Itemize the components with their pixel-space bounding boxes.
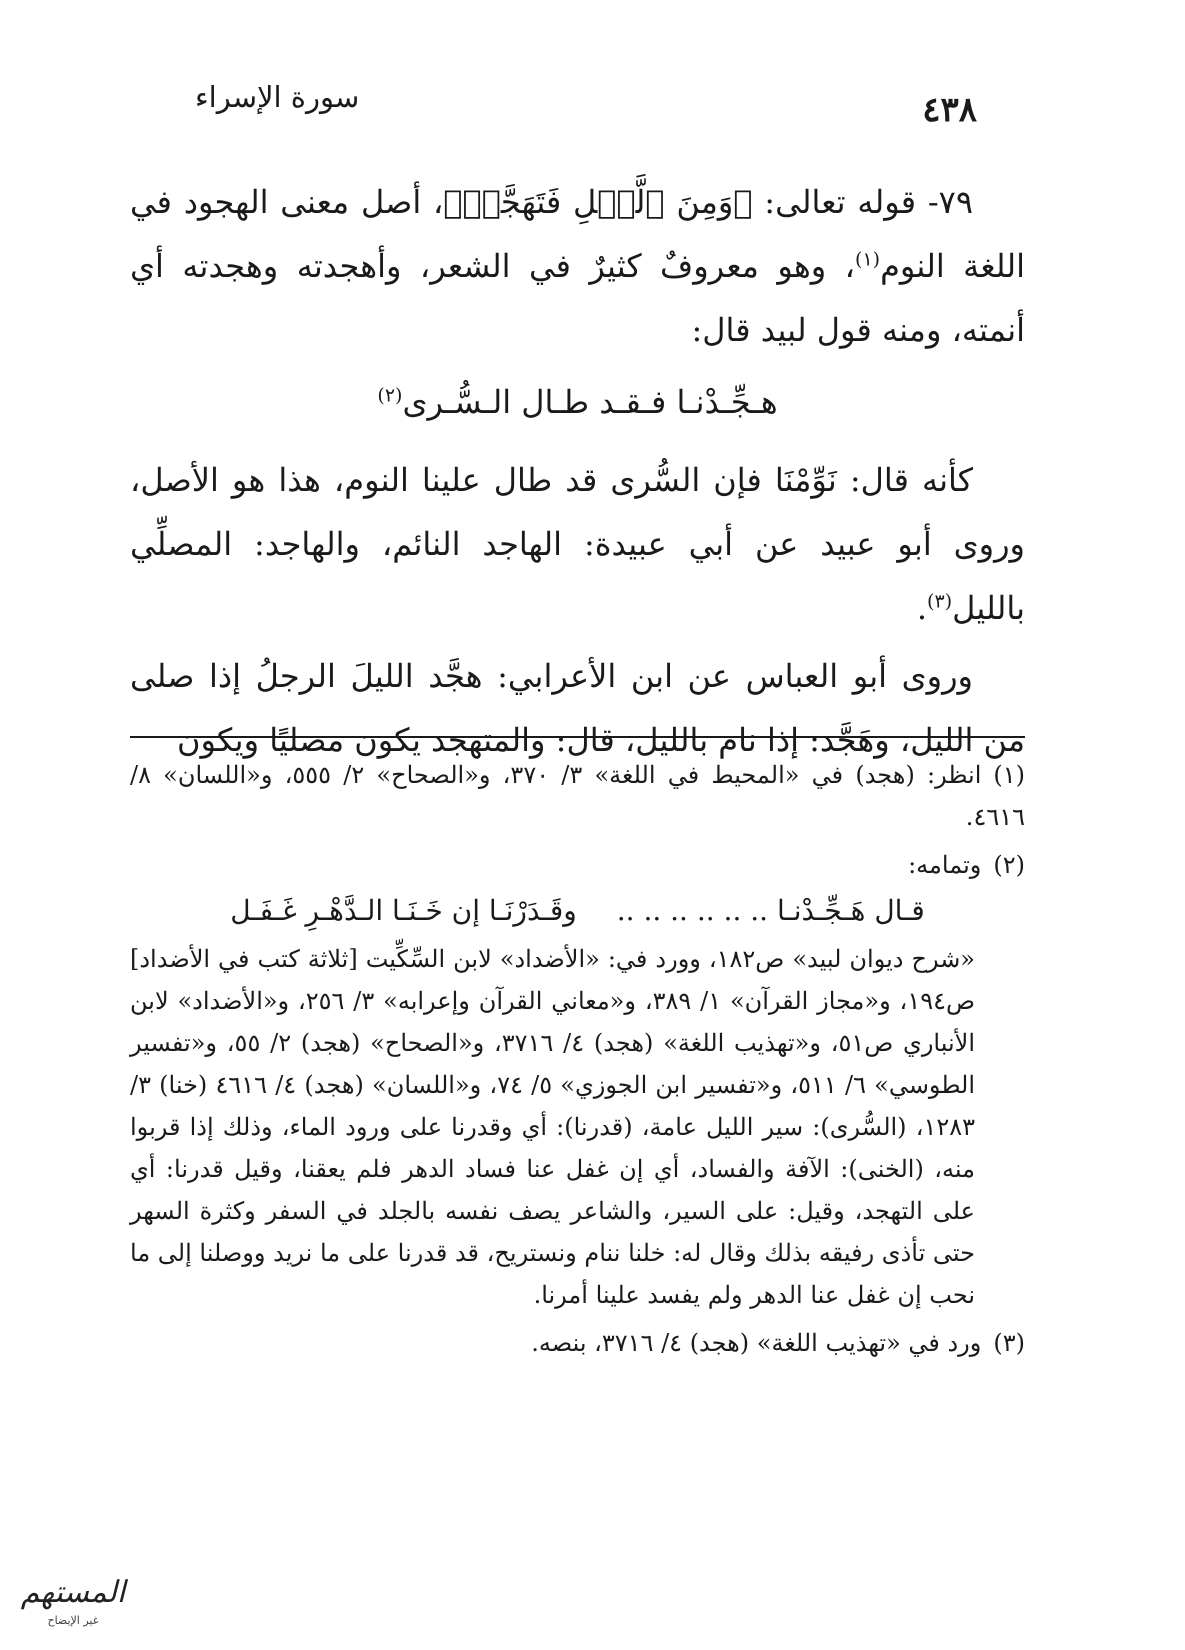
paragraph-2-text: كأنه قال: نَوِّمْنَا فإن السُّرى قد طال علينا النوم، هذا هو الأصل، وروى أبو عبيد عن أبي عبيدة: الهاجد النائم، والهاجد: المصلِّي بالليل: [130, 461, 1025, 627]
footnote-2: [130, 844, 1025, 1316]
paragraph-2-end: .: [916, 589, 928, 627]
paragraph-1: [130, 170, 1025, 362]
publisher-logo-subtext: غير الإيضاح: [47, 1614, 99, 1627]
footnote-3-text: ورد في «تهذيب اللغة» (هجد) ٤/ ٣٧١٦، بنصه.: [531, 1329, 982, 1357]
footnote-2-intro: وتمامه:: [908, 851, 982, 879]
paragraph-1-continued: ، وهو معروفٌ كثيرٌ في الشعر، وأهجدته وهجدته أي أنمته، ومنه قول لبيد قال:: [130, 247, 1025, 349]
verse-line: [130, 370, 1025, 434]
verse-text: هـجِّـدْنـا فـقـد طـال الـسُّـرى: [402, 383, 778, 421]
footnote-1: [130, 754, 1025, 838]
page-number: ٤٣٨: [922, 90, 977, 130]
footnote-1-number: (١): [993, 761, 1026, 789]
footnotes: [130, 754, 1025, 1370]
publisher-logo-text: المستهم: [20, 1575, 126, 1610]
footnote-2-body: «شرح ديوان لبيد» ص١٨٢، وورد في: «الأضداد» لابن السِّكِّيت [ثلاثة كتب في الأضداد] ص١٩٤، و«مجاز القرآن» ١/ ٣٨٩، و«معاني القرآن وإعرابه» ٣/ ٢٥٦، و«الأضداد» لابن الأنباري ص٥١، و«تهذيب اللغة» (هجد) ٤/ ٣٧١٦، و«الصحاح» (هجد) ٢/ ٥٥، و«تفسير الطوسي» ٦/ ٥١١، و«تفسير ابن الجوزي» ٥/ ٧٤، و«اللسان» (هجد) ٤/ ٤٦١٦ (خنا) ٣/ ١٢٨٣، (السُّرى): سير الليل عامة، (قدرنا): أي وقدرنا على ورود الماء، وذلك إذا قربوا منه، (الخنى): الآفة والفساد، أي إن غفل عنا فساد الدهر فلم يعقنا، وقيل قدرنا: أي على التهجد، وقيل: على السير، والشاعر يصف نفسه بالجلد في السفر وكثرة السهر حتى تأذى رفيقه بذلك وقال له: خلنا ننام ونستريح، قد قدرنا على ما نريد ووصلنا إلى ما نحب إن غفل عنا الدهر ولم يفسد علينا أمرنا.: [130, 945, 976, 1309]
publisher-logo: [8, 1562, 138, 1632]
footnote-2-verse-first-hemistich: قـال هَـجِّـدْنـا .. .. .. .. .. ..: [616, 894, 925, 927]
footnote-2-verse-second-hemistich: وقَـدَرْنَـا إن خَـنَـا الـدَّهْـرِ غَـفَـل: [230, 894, 577, 927]
footnote-3-number: (٣): [993, 1329, 1025, 1357]
paragraph-3: وروى أبو العباس عن ابن الأعرابي: هجَّد الليلَ الرجلُ إذا صلى من الليل، وهَجَّد: إذا نام بالليل، قال: والمتهجد يكون مصليًا ويكون: [130, 657, 1025, 759]
footnote-ref-2: (٢): [377, 384, 403, 407]
footnote-ref-3: (٣): [927, 590, 953, 613]
footnote-3: [130, 1322, 1025, 1364]
running-header: سورة الإسراء: [195, 80, 360, 114]
footnote-separator: [130, 736, 1025, 738]
footnote-2-number: (٢): [993, 851, 1025, 879]
paragraph-2: [130, 448, 1025, 640]
paragraph-1-text: ٧٩- قوله تعالى: ﴿وَمِنَ ٱلَّيۡلِ فَتَهَجَّدۡ﴾، أصل معنى الهجود في اللغة النوم: [130, 183, 1026, 285]
main-text: [130, 170, 1025, 776]
footnote-2-verse: [130, 890, 1025, 932]
footnote-ref-1: (١): [855, 248, 881, 271]
footnote-1-text: انظر: (هجد) في «المحيط في اللغة» ٣/ ٣٧٠، و«الصحاح» ٢/ ٥٥٥، و«اللسان» ٨/ ٤٦١٦.: [130, 761, 1025, 831]
